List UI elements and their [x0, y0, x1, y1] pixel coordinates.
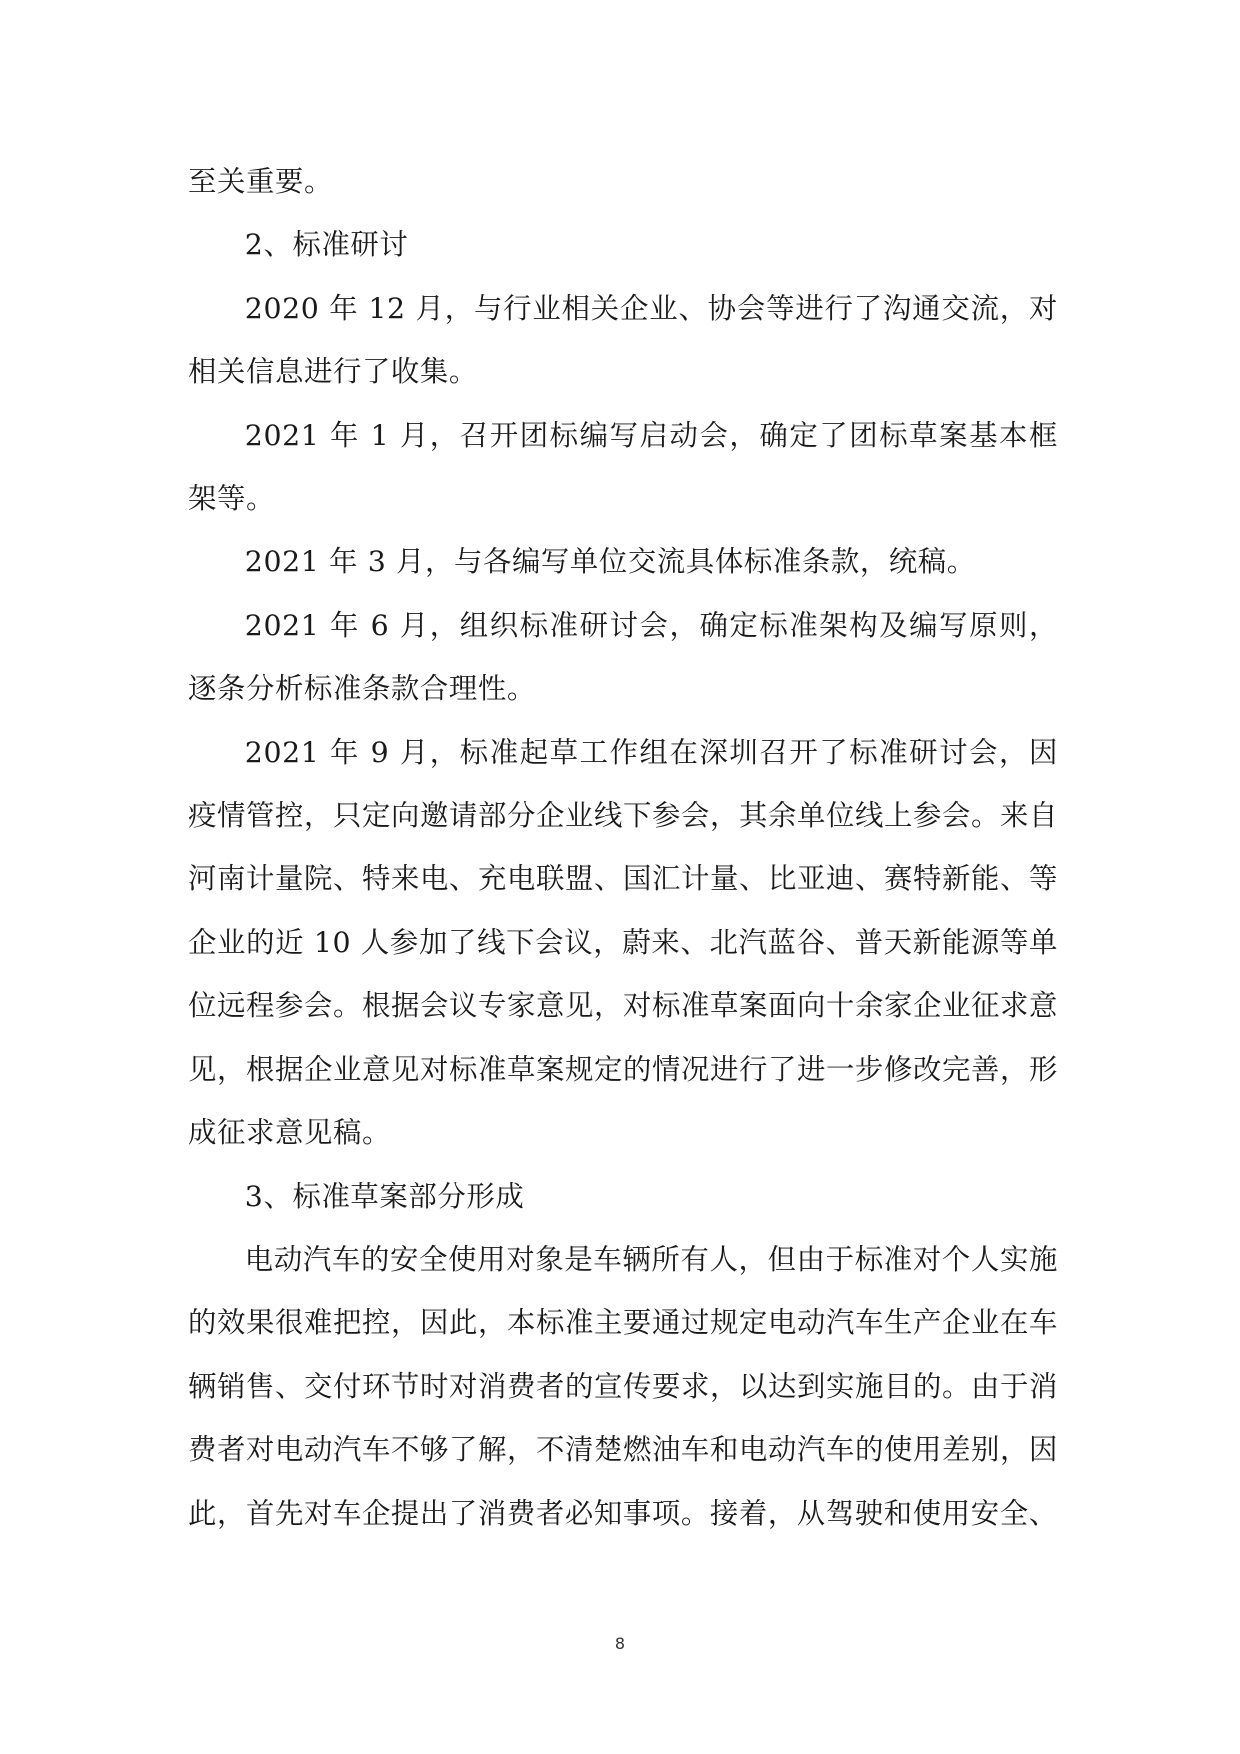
paragraph-2021-06: 2021 年 6 月，组织标准研讨会，确定标准架构及编写原则，逐条分析标准条款合理性。: [188, 608, 1058, 706]
paragraph-2021-03: 2021 年 3 月，与各编写单位交流具体标准条款，统稿。: [244, 545, 976, 579]
paragraph-2020-12: 2020 年 12 月，与行业相关企业、协会等进行了沟通交流，对相关信息进行了收集。: [188, 291, 1058, 389]
body-text: [188, 150, 1058, 1545]
paragraph-draft-description: 电动汽车的安全使用对象是车辆所有人，但由于标准对个人实施的效果很难把控，因此，本标准主要通过规定电动汽车生产企业在车辆销售、交付环节时对消费者的宣传要求，以达到实施目的。由于消费者对电动汽车不够了解，不清楚燃油车和电动汽车的使用差别，因此，首先对车企提出了消费者必知事项。接着，从驾驶和使用安全、: [188, 1242, 1058, 1530]
section-heading-draft-formation: 3、标准草案部分形成: [244, 1179, 525, 1213]
paragraph-2021-01: 2021 年 1 月，召开团标编写启动会，确定了团标草案基本框架等。: [188, 418, 1058, 516]
paragraph-2021-09: 2021 年 9 月，标准起草工作组在深圳召开了标准研讨会，因疫情管控，只定向邀请部分企业线下参会，其余单位线上参会。来自河南计量院、特来电、充电联盟、国汇计量、比亚迪、赛特新能、等企业的近 10 人参加了线下会议，蔚来、北汽蓝谷、普天新能源等单位远程参会。根据会议专家意见，对标准草案面向十余家企业征求意见，根据企业意见对标准草案规定的情况进行了进一步修改完善，形成征求意见稿。: [188, 735, 1058, 1150]
paragraph-continuation: 至关重要。: [188, 165, 333, 198]
section-heading-standard-discussion: 2、标准研讨: [244, 228, 409, 262]
page-number: 8: [614, 1634, 626, 1653]
